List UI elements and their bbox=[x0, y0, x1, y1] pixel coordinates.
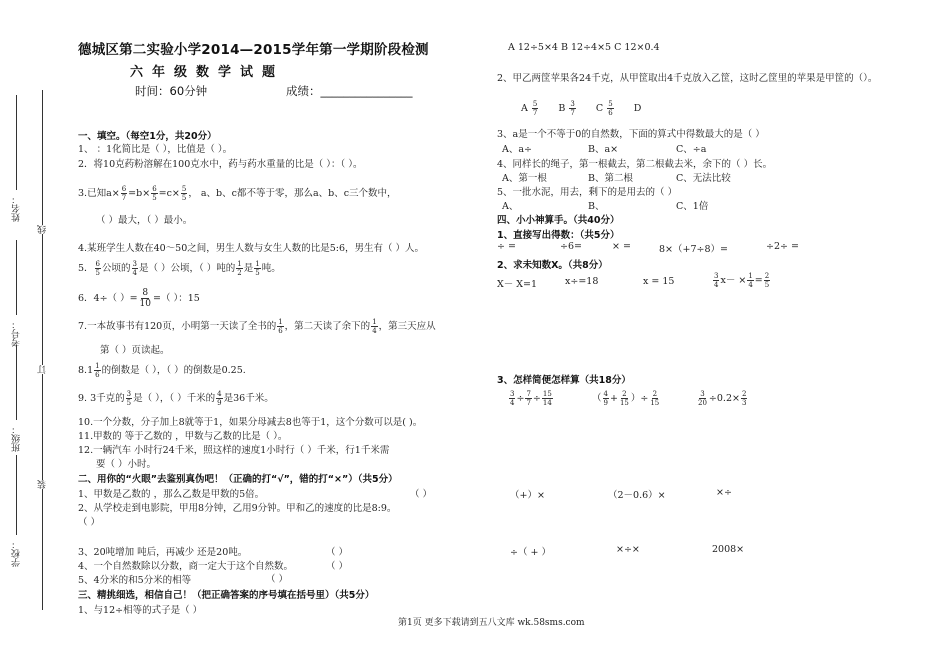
fraction: $\frac{2}{3}$ bbox=[741, 390, 747, 407]
exam-subtitle: 六年级数学试题 bbox=[130, 65, 285, 80]
class-label: 班级： bbox=[12, 425, 22, 452]
s3-q5-option-b[interactable]: B、 bbox=[588, 201, 605, 212]
s4-part1-heading: 1、直接写出得数：（共5分） bbox=[497, 230, 620, 241]
s3-q2-option-c[interactable]: C bbox=[595, 103, 604, 114]
fraction: $\frac{3}{4}$ bbox=[510, 390, 515, 407]
fraction: $\frac{4}{9}$ bbox=[603, 390, 608, 407]
s1-q7-part-b: ，第二天读了余下的 bbox=[284, 321, 371, 332]
fraction: $\frac{1}{2}$ bbox=[237, 260, 242, 277]
s1-q9-part-b: 是（ ），（ ）千米的 bbox=[133, 393, 216, 404]
fraction: $\frac{3}{4}$ bbox=[714, 272, 719, 289]
s1-q4: 4.某班学生人数在40～50之间，男生人数与女生人数的比是5:6，男生有（ ）人。 bbox=[78, 243, 425, 254]
fraction: $\frac{2}{15}$ bbox=[619, 390, 629, 407]
s1-q3 bbox=[78, 185, 397, 202]
fraction: $\frac{3}{4}$ bbox=[132, 260, 137, 277]
score-label: 成绩：________________ bbox=[286, 84, 413, 98]
s1-q5-part-a: 5． bbox=[78, 263, 94, 274]
fraction: $\frac{1}{4}$ bbox=[372, 318, 377, 335]
s3-q1-options: A 12÷5×4 B 12÷4×5 C 12×0.4 bbox=[508, 42, 660, 53]
s3-q5-option-c[interactable]: C、1倍 bbox=[676, 201, 709, 212]
number-underline bbox=[16, 240, 17, 315]
s1-q5-part-c: 是（ ）公顷，（ ）吨的 bbox=[139, 263, 236, 274]
s2-q2-answer[interactable]: （ ） bbox=[78, 517, 101, 528]
s1-q7-part-c: ，第三天应从 bbox=[378, 321, 436, 332]
s4-simplify-7: ÷（ + ） bbox=[510, 547, 551, 558]
fraction: $\frac{15}{14}$ bbox=[542, 390, 552, 407]
s2-q5: 5、4分米的和5分米的相等 bbox=[78, 575, 192, 586]
fraction: $\frac{3}{5}$ bbox=[126, 390, 132, 407]
fraction: $\frac{2}{15}$ bbox=[650, 390, 660, 407]
exam-title: 德城区第二实验小学2014—2015学年第一学期阶段检测 bbox=[78, 42, 429, 58]
fraction: $\frac{1}{6}$ bbox=[278, 318, 283, 335]
s4-part3-heading: 3、怎样简便怎样算（共18分） bbox=[497, 375, 631, 386]
class-underline bbox=[16, 345, 17, 420]
s3-q3-option-c[interactable]: C、÷a bbox=[676, 144, 707, 155]
s1-q10: 10.一个分数，分子加上8就等于1，如果分母减去8也等于1，这个分数可以是( )。 bbox=[78, 417, 423, 428]
s1-q5-part-d: 是 bbox=[243, 263, 254, 274]
fraction: $\frac{6}{5}$ bbox=[152, 185, 157, 202]
s1-q8 bbox=[78, 362, 246, 379]
s1-q3-part-d: ， a、b、c都不等于零，那么a、b、c三个数中， bbox=[188, 188, 397, 199]
s1-q5-part-e: 吨。 bbox=[261, 263, 281, 274]
school-underline bbox=[16, 455, 17, 535]
seal-text-2: 订 bbox=[38, 365, 48, 374]
s1-q5 bbox=[78, 260, 281, 277]
s1-q6-part-a: 6．4÷（ ）= bbox=[78, 293, 138, 304]
fraction: $\frac{1}{5}$ bbox=[255, 260, 260, 277]
s4-equation-4-text: x－ × bbox=[720, 275, 747, 286]
s1-q1: 1、 ：1化简比是（ ），比值是（ ）。 bbox=[78, 144, 233, 155]
s2-q1-answer[interactable]: （ ） bbox=[410, 489, 433, 500]
s4-equation-2: x÷=18 bbox=[565, 276, 599, 287]
s1-q7-part-a: 7.一本故事书有120页，小明第一天读了全书的 bbox=[78, 321, 277, 332]
fraction: $\frac{7}{7}$ bbox=[526, 390, 531, 407]
s4-simplify-2: （ $\frac{4}{9}$ + $\frac{2}{15}$ ）÷ $\frac{2}{15}$ bbox=[592, 390, 660, 407]
s3-q2-option-a[interactable]: A bbox=[521, 103, 528, 114]
s3-q4-option-b[interactable]: B、第二根 bbox=[588, 173, 633, 184]
fraction: $\frac{3}{7}$ bbox=[570, 100, 575, 117]
s4-direct-3: × = bbox=[612, 241, 631, 252]
s4-equation-3: x = 15 bbox=[643, 276, 675, 287]
fraction: $\frac{4}{9}$ bbox=[217, 390, 222, 407]
s2-q3: 3、20吨增加 吨后，再减少 还是20吨。 bbox=[78, 547, 248, 558]
s4-part2-heading: 2、求未知数X。（共8分） bbox=[497, 260, 608, 271]
s3-q5-option-a[interactable]: A、 bbox=[502, 201, 519, 212]
page-footer: 第1页 更多下载请到五八文库 wk.58sms.com bbox=[398, 618, 585, 628]
s3-q2-options bbox=[521, 100, 641, 117]
fraction: $\frac{5}{5}$ bbox=[181, 185, 187, 202]
binding-line bbox=[42, 90, 43, 610]
s4-direct-1: ÷ = bbox=[497, 241, 516, 252]
s3-q3-option-b[interactable]: B、a× bbox=[588, 144, 619, 155]
section2-heading: 二、用你的“火眼”去鉴别真伪吧！（正确的打“√”，错的打“×”）（共5分） bbox=[78, 474, 398, 485]
s2-q1: 1、甲数是乙数的 ，那么乙数是甲数的5倍。 bbox=[78, 489, 265, 500]
s3-q3-option-a[interactable]: A、a÷ bbox=[502, 144, 532, 155]
s4-direct-4: 8×（+7÷8）= bbox=[659, 244, 728, 255]
s4-direct-2: ÷6= bbox=[560, 241, 582, 252]
s3-q4-option-a[interactable]: A、第一根 bbox=[502, 173, 547, 184]
s4-simplify-1: $\frac{3}{4}$ ÷ $\frac{7}{7}$ ÷ $\frac{15}{14}$ bbox=[510, 390, 552, 407]
fraction: $\frac{5}{6}$ bbox=[608, 100, 613, 117]
name-label: 姓名： bbox=[12, 195, 22, 222]
s4-simplify-5: （2－0.6）× bbox=[608, 490, 666, 501]
s1-q12: 12.一辆汽车 小时行24千米，照这样的速度1小时行（ ）千米，行1千米需 bbox=[78, 445, 390, 456]
s4-simplify-3: $\frac{3}{20}$ ÷0.2× $\frac{2}{3}$ bbox=[698, 390, 747, 407]
fraction: $\frac{3}{20}$ bbox=[698, 390, 707, 407]
fraction: $\frac{1}{4}$ bbox=[748, 272, 753, 289]
s3-q4-option-c[interactable]: C、无法比较 bbox=[676, 173, 731, 184]
s1-q9-part-c: 是36千米。 bbox=[223, 393, 274, 404]
seal-text-3: 装 bbox=[38, 480, 48, 489]
s4-equation-4: $\frac{3}{4}$ x－ × $\frac{1}{4}$ = $\frac{2}{5}$ bbox=[714, 272, 770, 289]
s1-q3-part-a: 3.已知a× bbox=[78, 188, 120, 199]
s3-q2-option-d[interactable]: D bbox=[633, 103, 642, 114]
name-underline bbox=[16, 95, 17, 190]
fraction: $\frac{5}{7}$ bbox=[532, 100, 538, 117]
s1-q12-line2: 要（ ）小时。 bbox=[96, 459, 157, 470]
section4-heading: 四、小小神算手。（共40分） bbox=[497, 215, 620, 226]
s1-q3-part-b: =b× bbox=[128, 188, 151, 199]
number-label: 考号： bbox=[12, 320, 22, 347]
fraction: $\frac{1}{6}$ bbox=[95, 362, 100, 379]
s1-q6 bbox=[78, 288, 200, 309]
s1-q3-part-c: =c× bbox=[158, 188, 180, 199]
s3-q2-option-b[interactable]: B bbox=[558, 103, 566, 114]
s3-q5: 5、一批水泥，用去，剩下的是用去的（ ） bbox=[497, 187, 678, 198]
s1-q9-part-a: 9. 3千克的 bbox=[78, 393, 125, 404]
s3-q2: 2、甲乙两筐苹果各24千克，从甲筐取出4千克放入乙筐，这时乙筐里的苹果是甲筐的（）。 bbox=[497, 73, 878, 84]
s4-simplify-8: ×÷× bbox=[616, 544, 640, 555]
s1-q11: 11.甲数的 等于乙数的 ，甲数与乙数的比是（ ）。 bbox=[78, 431, 288, 442]
s1-q2: 2．将10克药粉溶解在100克水中，药与药水重量的比是（ ）：（ ）。 bbox=[78, 159, 363, 170]
s2-q4: 4、一个自然数除以分数，商一定大于这个自然数。 bbox=[78, 561, 294, 572]
s1-q7 bbox=[78, 318, 436, 335]
s2-q5-answer[interactable]: （ ） bbox=[266, 574, 289, 585]
s1-q7-line2: 第（ ）页读起。 bbox=[100, 345, 170, 356]
s3-q4: 4、同样长的绳子，第一根截去，第二根截去米，余下的（ ）长。 bbox=[497, 159, 773, 170]
time-label: 时间：60分钟 bbox=[135, 84, 208, 98]
s1-q8-part-a: 8.1 bbox=[78, 365, 94, 376]
s4-simplify-6: ×÷ bbox=[716, 487, 732, 498]
s2-q2: 2、从学校走到电影院，甲用8分钟，乙用9分钟。甲和乙的速度的比是8:9。 bbox=[78, 503, 397, 514]
seal-text-1: 线 bbox=[38, 225, 48, 234]
s4-equation-1: X－ X=1 bbox=[497, 279, 538, 290]
s2-q4-answer[interactable]: （ ） bbox=[326, 561, 349, 572]
section1-heading: 一、填空。（每空1分，共20分） bbox=[78, 131, 217, 142]
fraction: $\frac{6}{7}$ bbox=[121, 185, 127, 202]
s1-q9 bbox=[78, 390, 274, 407]
s3-q1: 1、与12÷相等的式子是（ ） bbox=[78, 605, 203, 616]
s1-q3-line2: （ ）最大，（ ）最小。 bbox=[96, 215, 193, 226]
fraction: $\frac{6}{5}$ bbox=[95, 260, 101, 277]
fraction: $\frac{8}{10}$ bbox=[139, 288, 151, 309]
s2-q3-answer[interactable]: （ ） bbox=[326, 547, 349, 558]
s3-q3: 3、a是一个不等于0的自然数，下面的算式中得数最大的是（ ） bbox=[497, 129, 765, 140]
s1-q8-part-b: 的倒数是（ ），（ ）的倒数是0.25. bbox=[101, 365, 246, 376]
s4-simplify-9: 2008× bbox=[712, 544, 745, 555]
s1-q5-part-b: 公顷的 bbox=[102, 263, 131, 274]
fraction: $\frac{2}{5}$ bbox=[764, 272, 770, 289]
s4-direct-5: ÷2÷ = bbox=[766, 241, 799, 252]
school-label: 学校： bbox=[12, 540, 22, 567]
s4-simplify-4: （+）× bbox=[510, 490, 545, 501]
s1-q6-part-b: =（ ）：15 bbox=[152, 293, 200, 304]
section3-heading: 三、精挑细选，相信自己！（把正确答案的序号填在括号里）（共5分） bbox=[78, 590, 375, 601]
